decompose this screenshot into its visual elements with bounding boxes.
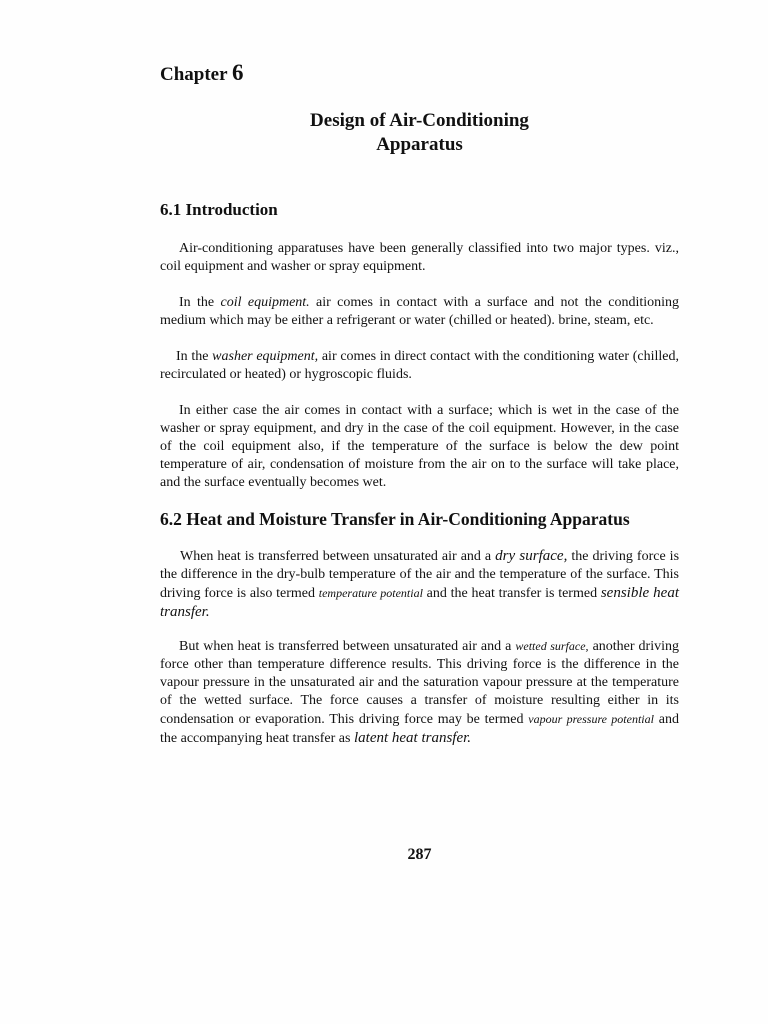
page-number: 287 (407, 846, 432, 863)
paragraph-latent-heat (160, 637, 679, 748)
paragraph-washer-equipment (160, 348, 679, 384)
paragraph-text-start: In the (176, 349, 213, 364)
paragraph-sensible-heat (160, 547, 679, 622)
chapter-title-line-1: Design of Air-Conditioning (310, 110, 529, 131)
paragraph-intro-types (160, 240, 679, 276)
term-vapour-pressure-potential: vapour pressure potential (528, 712, 654, 726)
paragraph-coil-equipment (160, 294, 679, 330)
paragraph-text-c: and the heat transfer is termed (422, 586, 601, 601)
chapter-title (160, 109, 679, 157)
paragraph-text-end: air comes in contact with a surface and not the conditioning medium which may be either a refrigerant or water (chilled or heated). brine, steam, etc. (160, 295, 680, 328)
paragraph-text-a: But when heat is transferred between unsaturated air and a (179, 639, 516, 654)
section-heading-6-2: 6.2 Heat and Moisture Transfer in Air-Conditioning Apparatus (160, 509, 630, 529)
section-heading-6-1: 6.1 Introduction (160, 200, 278, 219)
term-dry-surface: dry surface, (495, 548, 568, 564)
paragraph-text: In either case the air comes in contact with a surface; which is wet in the case of the washer or spray equipment, and dry in the case of the coil equipment. However, in the case of the coil equipment also, if the temperature of the surface is below the dew point temperature of air, condensation of moisture from the air on to the surface will take place, and the surface eventually becomes wet. (160, 403, 679, 490)
term-temperature-potential: temperature potential (318, 586, 423, 600)
paragraph-text-c: and the accompanying heat transfer as (160, 712, 679, 746)
paragraph-text-a: When heat is transferred between unsaturated air and a (180, 549, 496, 564)
term-washer-equipment: washer equipment, (212, 349, 319, 364)
paragraph-text-start: In the (179, 295, 221, 310)
chapter-title-line-2: Apparatus (376, 134, 463, 155)
term-sensible-heat-transfer: sensible heat transfer. (160, 585, 680, 620)
term-coil-equipment: coil equipment. (220, 295, 310, 310)
paragraph-text-end: air comes in direct contact with the conditioning water (chilled, recirculated or heated) or hygroscopic fluids. (160, 349, 679, 382)
paragraph-text: Air-conditioning apparatuses have been generally classified into two major types. viz., coil equipment and washer or spray equipment. (160, 241, 679, 274)
term-wetted-surface: wetted surface, (515, 639, 589, 653)
paragraph-text-b: the driving force is the difference in the dry-bulb temperature of the air and the temperature of the surface. This driving force is also termed (160, 549, 680, 601)
term-latent-heat-transfer: latent heat transfer. (353, 730, 472, 746)
paragraph-surface-contact (160, 402, 679, 492)
chapter-number: 6 (231, 60, 244, 85)
chapter-label (160, 60, 243, 86)
paragraph-text-b: another driving force other than temperature difference results. This driving force is the difference in the vapour pressure in the unsaturated air and the saturation vapour pressure at the temperature of the wetted surface. The force causes a transfer of moisture resulting either in its condensation or evaporation. This driving force may be termed (160, 639, 680, 727)
chapter-word: Chapter (160, 64, 228, 85)
